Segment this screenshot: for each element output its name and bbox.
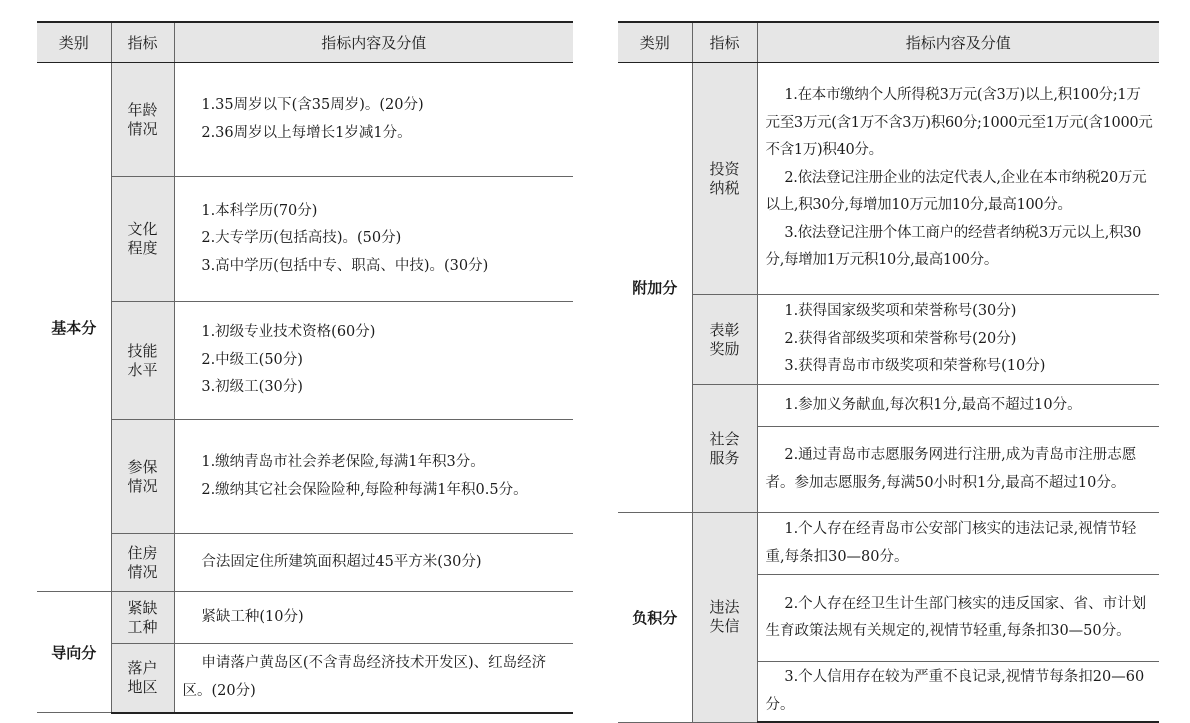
content-education: 1.本科学历(70分) 2.大专学历(包括高技)。(50分) 3.高中学历(包括中专、职高、中技)。(30分): [174, 177, 573, 302]
indicator-education: 文化程度: [111, 177, 174, 302]
content-awards: 1.获得国家级奖项和荣誉称号(30分) 2.获得省部级奖项和荣誉称号(20分) 3.获得青岛市市级奖项和荣誉称号(10分): [757, 295, 1159, 385]
table-row: [618, 513, 1159, 575]
content-district: 申请落户黄岛区(不含青岛经济技术开发区)、红岛经济区。(20分): [174, 644, 573, 713]
table-row: [37, 592, 573, 644]
category-negative: 负积分: [618, 513, 692, 723]
content-skill: 1.初级专业技术资格(60分) 2.中级工(50分) 3.初级工(30分): [174, 302, 573, 420]
indicator-district: 落户地区: [111, 644, 174, 713]
indicator-service: 社会服务: [692, 385, 757, 513]
content-age: 1.35周岁以下(含35周岁)。(20分) 2.36周岁以上每增长1岁减1分。: [174, 63, 573, 177]
content-dishonesty-1: 1.个人存在经青岛市公安部门核实的违法记录,视情节轻重,每条扣30—80分。: [757, 513, 1159, 575]
table-row: [37, 534, 573, 592]
header-row: [618, 22, 1159, 63]
header-indicator: 指标: [692, 22, 757, 63]
table-row: [618, 385, 1159, 427]
indicator-insurance: 参保情况: [111, 420, 174, 534]
indicator-shortage: 紧缺工种: [111, 592, 174, 644]
table-row: [37, 644, 573, 713]
table-row: [37, 63, 573, 177]
table-row: [618, 295, 1159, 385]
header-content: 指标内容及分值: [174, 22, 573, 63]
table-row: [618, 63, 1159, 295]
category-guidance: 导向分: [37, 592, 111, 713]
header-category: 类别: [618, 22, 692, 63]
table-row: [37, 177, 573, 302]
header-row: [37, 22, 573, 63]
category-basic: 基本分: [37, 63, 111, 592]
content-tax: 1.在本市缴纳个人所得税3万元(含3万)以上,积100分;1万元至3万元(含1万不含3万)积60分;1000元至1万元(含1000元不含1万)积40分。 2.依法登记注册企业的法定代表人,企业在本市纳税20万元以上,积30分,每增加10万元加10分,最高100分。 3.依法登记注册个体工商户的经营者纳税3万元以上,积30分,每增加1万元积10分,最高100分。: [757, 63, 1159, 295]
indicator-age: 年龄情况: [111, 63, 174, 177]
indicator-housing: 住房情况: [111, 534, 174, 592]
category-bonus: 附加分: [618, 63, 692, 513]
content-shortage: 紧缺工种(10分): [174, 592, 573, 644]
header-content: 指标内容及分值: [757, 22, 1159, 63]
content-housing: 合法固定住所建筑面积超过45平方米(30分): [174, 534, 573, 592]
content-service-1: 1.参加义务献血,每次积1分,最高不超过10分。: [757, 385, 1159, 427]
content-dishonesty-3: 3.个人信用存在较为严重不良记录,视情节每条扣20—60分。: [757, 662, 1159, 723]
header-category: 类别: [37, 22, 111, 63]
content-dishonesty-2: 2.个人存在经卫生计生部门核实的违反国家、省、市计划生育政策法规有关规定的,视情节轻重,每条扣30—50分。: [757, 575, 1159, 662]
table-row: [37, 420, 573, 534]
indicator-skill: 技能水平: [111, 302, 174, 420]
left-score-table: [37, 21, 573, 714]
right-score-table: [618, 21, 1159, 723]
indicator-awards: 表彰奖励: [692, 295, 757, 385]
table-row: [37, 302, 573, 420]
header-indicator: 指标: [111, 22, 174, 63]
content-insurance: 1.缴纳青岛市社会养老保险,每满1年积3分。 2.缴纳其它社会保险险种,每险种每满1年积0.5分。: [174, 420, 573, 534]
content-service-2: 2.通过青岛市志愿服务网进行注册,成为青岛市注册志愿者。参加志愿服务,每满50小时积1分,最高不超过10分。: [757, 427, 1159, 513]
indicator-dishonesty: 违法失信: [692, 513, 757, 723]
indicator-tax: 投资纳税: [692, 63, 757, 295]
